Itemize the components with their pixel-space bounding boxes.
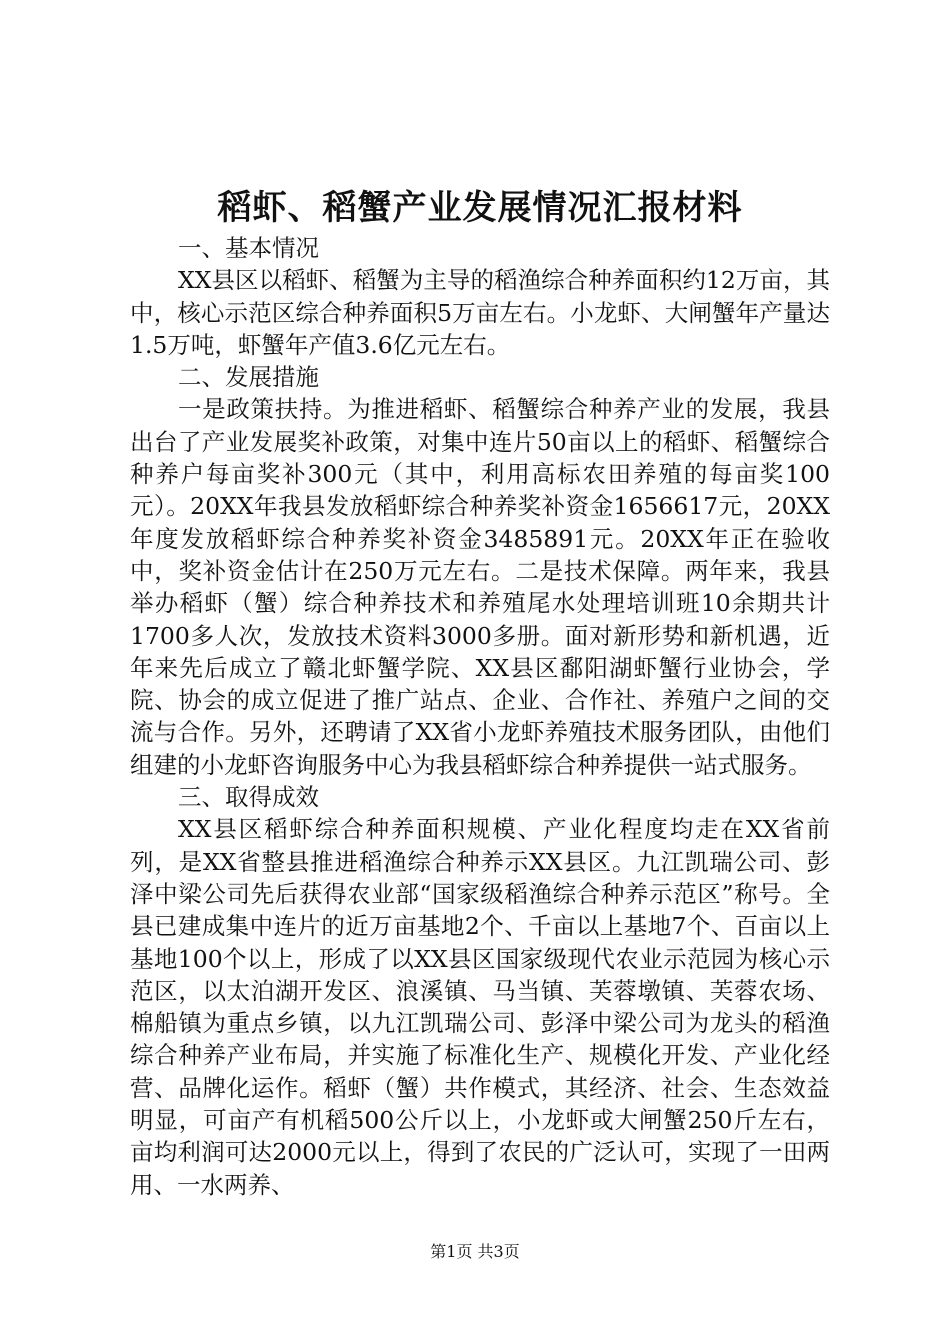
section-heading-measures: 二、发展措施 [178,363,319,392]
section-paragraph-basic: XX县区以稻虾、稻蟹为主导的稻渔综合种养面积约12万亩，其中，核心示范区综合种养面积5万亩左右。小龙虾、大闸蟹年产量达1.5万吨，虾蟹年产值3.6亿元左右。 [130,266,830,359]
document-body [130,232,830,1201]
section-paragraph-results: XX县区稻虾综合种养面积规模、产业化程度均走在XX省前列，是XX省整县推进稻渔综合种养示XX县区。九江凯瑞公司、彭泽中梁公司先后获得农业部“国家级稻渔综合种养示范区”称号。全县已建成集中连片的近万亩基地2个、千亩以上基地7个、百亩以上基地100个以上，形成了以XX县区国家级现代农业示范园为核心示范区，以太泊湖开发区、浪溪镇、马当镇、芙蓉墩镇、芙蓉农场、棉船镇为重点乡镇，以九江凯瑞公司、彭泽中梁公司为龙头的稻渔综合种养产业布局，并实施了标准化生产、规模化开发、产业化经营、品牌化运作。稻虾（蟹）共作模式，其经济、社会、生态效益明显，可亩产有机稻500公斤以上，小龙虾或大闸蟹250斤左右，亩均利润可达2000元以上，得到了农民的广泛认可，实现了一田两用、一水两养、 [130,815,830,1199]
section-heading-basic: 一、基本情况 [178,234,319,262]
section-paragraph-measures: 一是政策扶持。为推进稻虾、稻蟹综合种养产业的发展，我县出台了产业发展奖补政策，对集中连片50亩以上的稻虾、稻蟹综合种养户每亩奖补300元（其中，利用高标农田养殖的每亩奖100元）。20XX年我县发放稻虾综合种养奖补资金1656617元，20XX年度发放稻虾综合种养奖补资金3485891元。20XX年正在验收中，奖补资金估计在250万元左右。二是技术保障。两年来，我县举办稻虾（蟹）综合种养技术和养殖尾水处理培训班10余期共计1700多人次，发放技术资料3000多册。面对新形势和新机遇，近年来先后成立了赣北虾蟹学院、XX县区鄱阳湖虾蟹行业协会，学院、协会的成立促进了推广站点、企业、合作社、养殖户之间的交流与合作。另外，还聘请了XX省小龙虾养殖技术服务团队，由他们组建的小龙虾咨询服务中心为我县稻虾综合种养提供一站式服务。 [130,395,830,779]
section-heading-results: 三、取得成效 [178,783,319,812]
document-title: 稻虾、稻蟹产业发展情况汇报材料 [217,188,743,228]
page-number-footer: 第1页 共3页 [430,1242,520,1261]
